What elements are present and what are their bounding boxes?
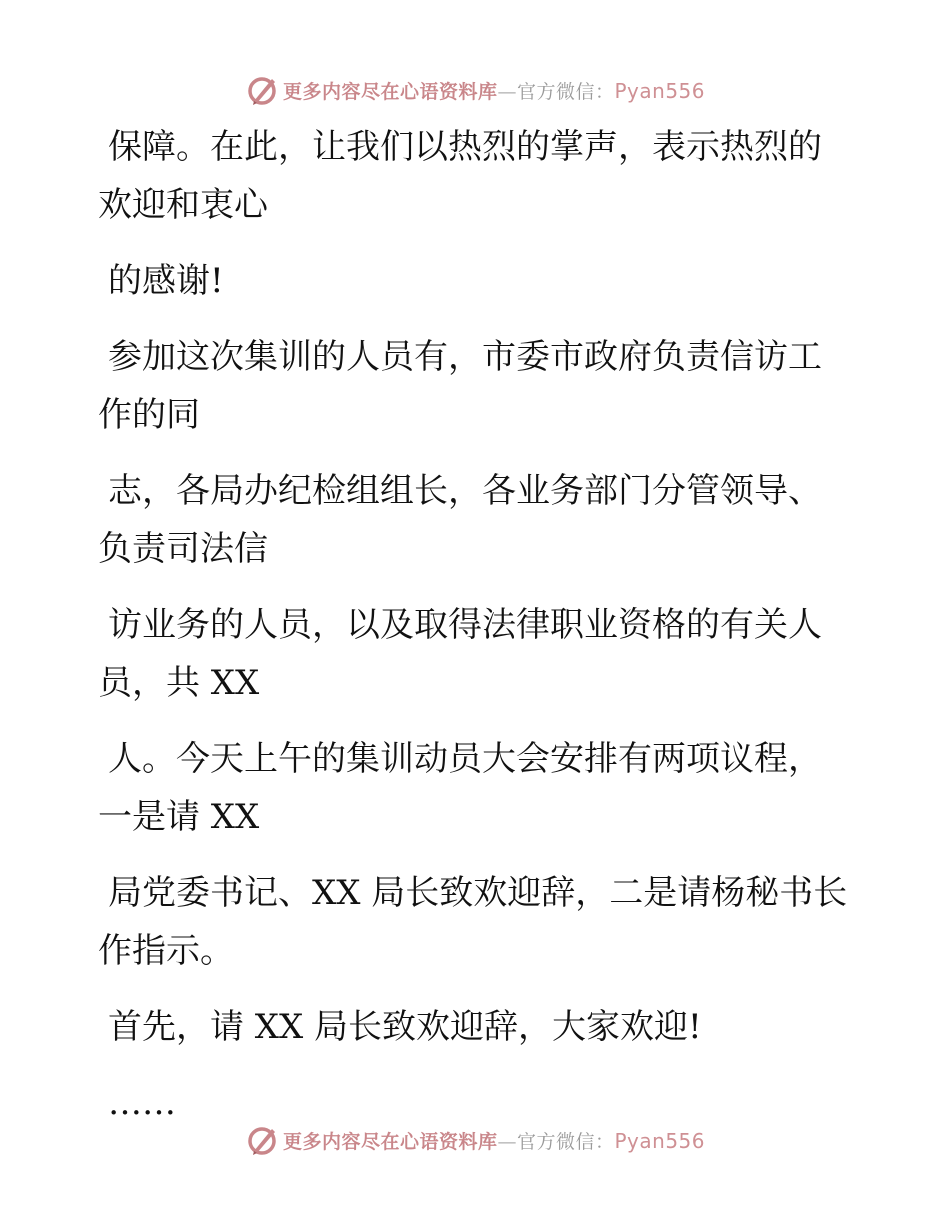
text-line: 人。今天上午的集训动员大会安排有两项议程， [108, 739, 822, 779]
watermark-site-name: 更多内容尽在心语资料库 [282, 1130, 498, 1153]
watermark-wechat-id: Pyan556 [614, 78, 706, 103]
paragraph [98, 998, 858, 1056]
text-line: 作指示。 [98, 931, 234, 971]
text-line: 局党委书记、XX 局长致欢迎辞，二是请杨秘书长 [108, 873, 848, 913]
paragraph [98, 864, 858, 980]
paragraph [98, 462, 858, 578]
text-line: 员，共 XX [98, 663, 260, 703]
watermark-dash: — [497, 80, 517, 103]
paragraph [98, 118, 858, 234]
watermark-wechat-id: Pyan556 [614, 1128, 706, 1153]
watermark-wechat-label: 官方微信： [516, 80, 615, 103]
watermark-site-name: 更多内容尽在心语资料库 [282, 80, 498, 103]
header-watermark [0, 70, 950, 110]
text-line: 一是请 XX [98, 797, 260, 837]
text-line: 负责司法信 [98, 529, 268, 569]
footer-watermark [0, 1120, 950, 1160]
paragraph [98, 252, 858, 310]
quill-pen-logo-icon [245, 73, 279, 107]
paragraph [98, 596, 858, 712]
paragraph [98, 328, 858, 444]
quill-pen-logo-icon [245, 1123, 279, 1157]
watermark-dash: — [497, 1130, 517, 1153]
text-line: 首先，请 XX 局长致欢迎辞，大家欢迎! [108, 1007, 702, 1047]
text-line: 欢迎和衷心 [98, 185, 268, 225]
document-body [98, 118, 858, 1150]
text-line: 访业务的人员，以及取得法律职业资格的有关人 [108, 605, 822, 645]
text-line: 保障。在此，让我们以热烈的掌声，表示热烈的 [108, 127, 822, 167]
text-line: 参加这次集训的人员有，市委市政府负责信访工 [108, 337, 822, 377]
text-line: 志，各局办纪检组组长，各业务部门分管领导、 [108, 471, 822, 511]
text-line: 作的同 [98, 395, 200, 435]
watermark-wechat-label: 官方微信： [516, 1130, 615, 1153]
paragraph [98, 730, 858, 846]
text-line: …… [108, 1083, 176, 1123]
text-line: 的感谢! [108, 261, 224, 301]
